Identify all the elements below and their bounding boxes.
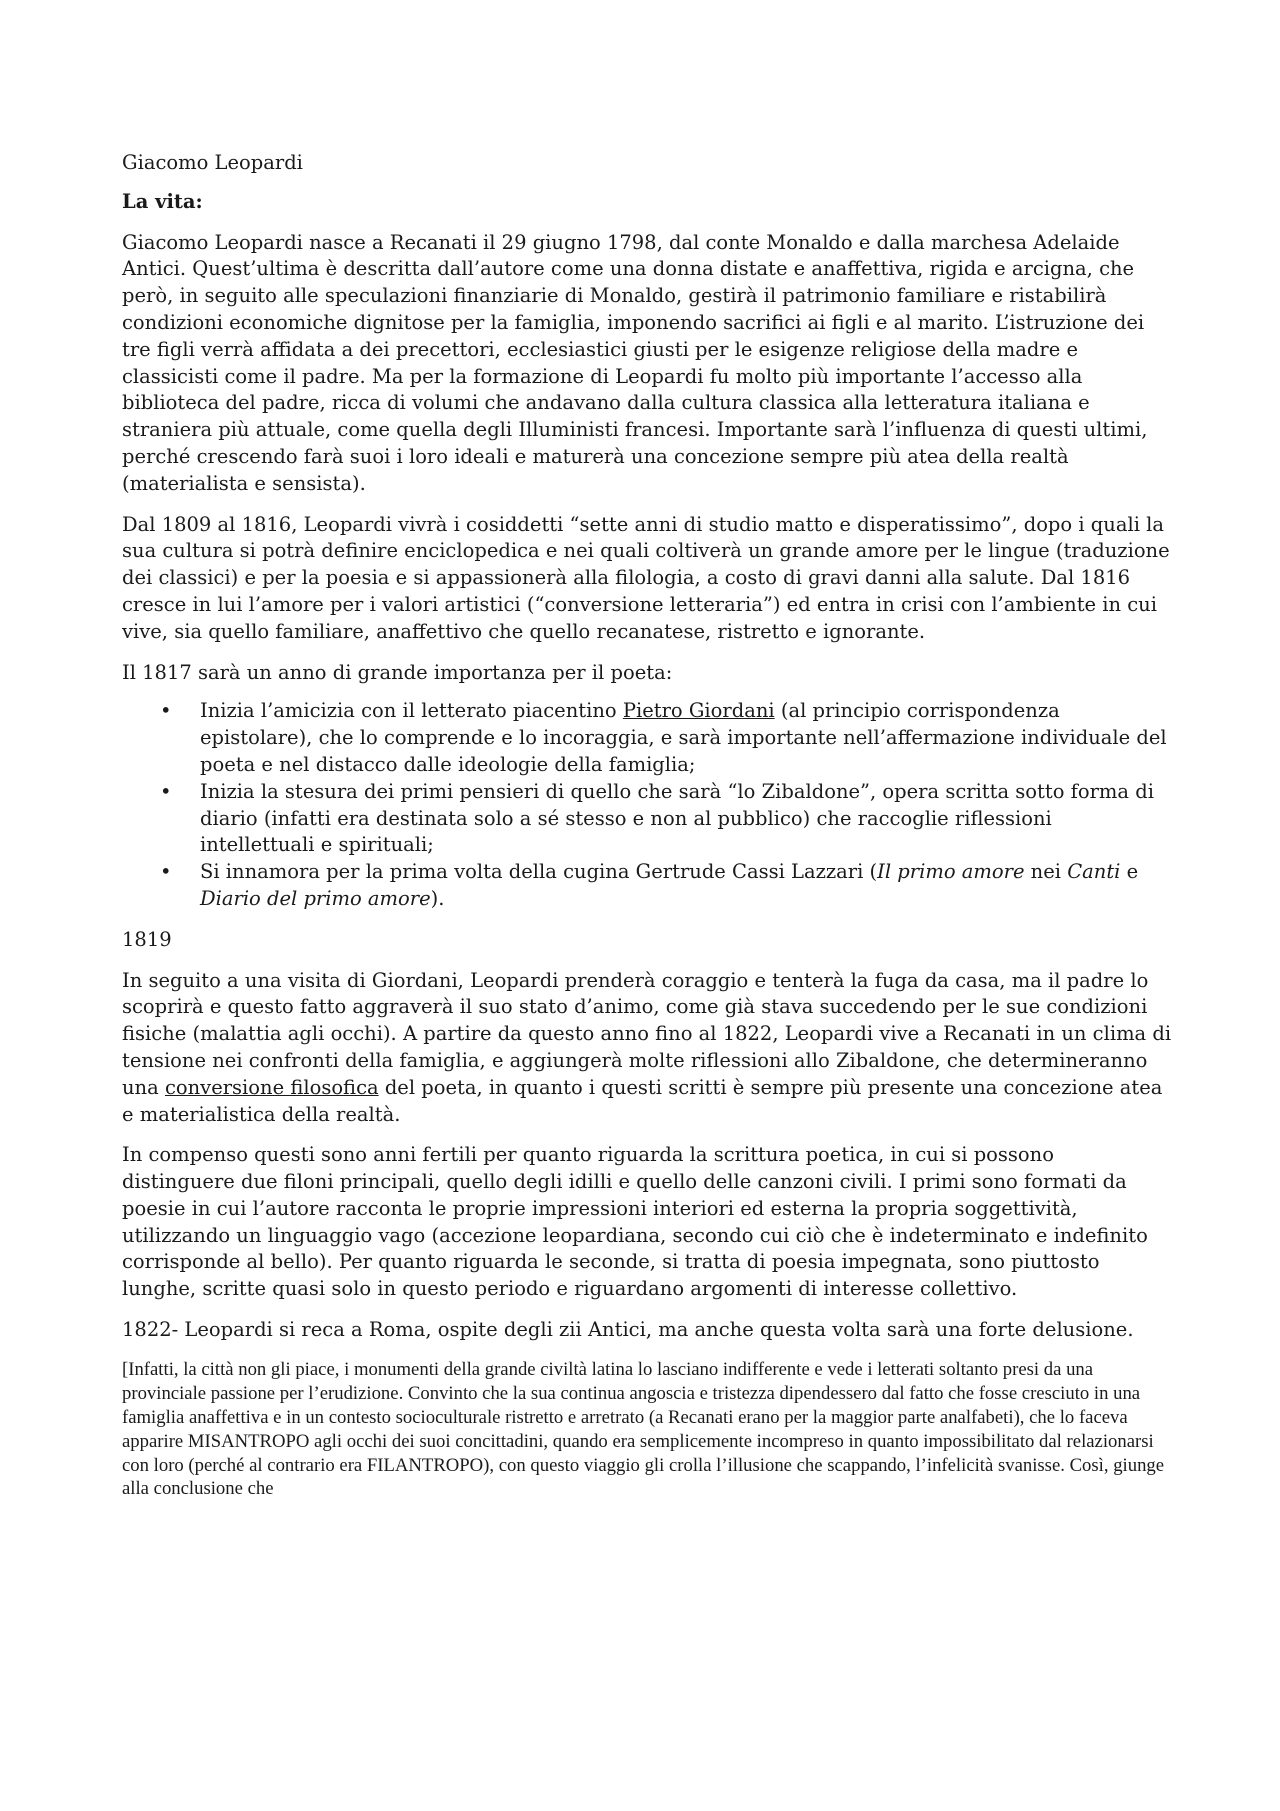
bullet-list-1817 [122,698,1172,912]
list-item: • Inizia l’amicizia con il letterato piacentino Pietro Giordani (al principio corrispondenza epistolare), che lo comprende e lo incoraggia, e sarà importante nell’affermazione individuale del poeta e nel distacco dalle ideologie della famiglia; [122,698,1172,778]
year-1819-label: 1819 [122,927,172,951]
section-heading: La vita: [122,189,203,213]
paragraph-1822: 1822- Leopardi si reca a Roma, ospite degli zii Antici, ma anche questa volta sarà una forte delusione. [122,1318,1134,1342]
paragraph-studies: Dal 1809 al 1816, Leopardi vivrà i cosiddetti “sette anni di studio matto e disperatissimo”, dopo i quali la sua cultura si potrà definire enciclopedica e nei quali coltiverà un grande amore per le lingue (traduzione dei classici) e per la poesia e si appassionerà alla filologia, a costo di gravi danni alla salute. Dal 1816 cresce in lui l’amore per i valori artistici (“conversione letteraria”) ed entra in crisi con l’ambiente in cui vive, sia quello familiare, anaffettivo che quello recanatese, ristretto e ignorante. [122,512,1170,643]
paragraph-poetry: In compenso questi sono anni fertili per quanto riguarda la scrittura poetica, in cui si possono distinguere due filoni principali, quello degli idilli e quello delle canzoni civili. I primi sono formati da poesie in cui l’autore racconta le proprie impressioni interiori ed esterna la propria soggettività, utilizzando un linguaggio vago (accezione leopardiana, secondo cui ciò che è indeterminato e indefinito corrisponde al bello). Per quanto riguarda le seconde, si tratta di poesia impegnata, sono piuttosto lunghe, scritte quasi solo in questo periodo e riguardano argomenti di interesse collettivo. [122,1143,1148,1301]
pietro-giordani-link[interactable]: Pietro Giordani [622,699,775,723]
paragraph-1819: In seguito a una visita di Giordani, Leopardi prenderà coraggio e tenterà la fuga da casa, ma il padre lo scoprirà e questo fatto aggraverà il suo stato d’animo, come già stava succedendo per le sue condizioni fisiche (malattia agli occhi). A partire da questo anno fino al 1822, Leopardi vive a Recanati in un clima di tensione nei confronti della famiglia, e aggiungerà molte riflessioni allo Zibaldone, che determineranno una conversione filosofica del poeta, in quanto i questi scritti è sempre più presente una concezione atea e materialistica della realtà. [122,968,1172,1126]
paragraph-birth: Giacomo Leopardi nasce a Recanati il 29 giugno 1798, dal conte Monaldo e dalla marchesa Adelaide Antici. Quest’ultima è descritta dall’autore come una donna distate e anaffettiva, rigida e arcigna, che però, in seguito alle speculazioni finanziarie di Monaldo, gestirà il patrimonio familiare e ristabilirà condizioni economiche dignitose per la famiglia, imponendo sacrifici ai figli e al marito. L’istruzione dei tre figli verrà affidata a dei precettori, ecclesiastici giusti per le esigenze religiose della madre e classicisti come il padre. Ma per la formazione di Leopardi fu molto più importante l’accesso alla biblioteca del padre, ricca di volumi che andavano dalla cultura classica alla letteratura italiana e straniera più attuale, come quella degli Illuministi francesi. Importante sarà l’influenza di questi ultimi, perché crescendo farà suoi i loro ideali e maturerà una concezione sempre più atea della realtà (materialista e sensista). [122,230,1148,495]
conversione-filosofica-link[interactable]: conversione filosofica [164,1075,379,1099]
paragraph-rome: [Infatti, la città non gli piace, i monumenti della grande civiltà latina lo lasciano indifferente e vede i letterati soltanto presi da una provinciale passione per l’erudizione. Convinto che la sua continua angoscia e tristezza dipendessero dal fatto che fosse cresciuto in una famiglia anaffettiva e in un contesto socioculturale ristretto e arretrato (a Recanati erano per la maggior parte analfabeti), che lo faceva apparire MISANTROPO agli occhi dei suoi concittadini, quando era semplicemente incompreso in quanto impossibilitato dal relazionarsi con loro (perché al contrario era FILANTROPO), con questo viaggio gli crolla l’illusione che scappando, l’infelicità svanisse. Così, giunge alla conclusione che [122,1358,1165,1500]
list-item: • Inizia la stesura dei primi pensieri di quello che sarà “lo Zibaldone”, opera scritta sotto forma di diario (infatti era destinata solo a sé stesso e non al pubblico) che raccoglie riflessioni intellettuali e spirituali; [122,779,1172,859]
document-title: Giacomo Leopardi [122,151,303,174]
list-item: • Si innamora per la prima volta della cugina Gertrude Cassi Lazzari (Il primo amore nei Canti e Diario del primo amore). [122,859,1172,913]
paragraph-1817-intro: Il 1817 sarà un anno di grande importanza per il poeta: [122,660,673,684]
document-page [122,150,1172,1515]
